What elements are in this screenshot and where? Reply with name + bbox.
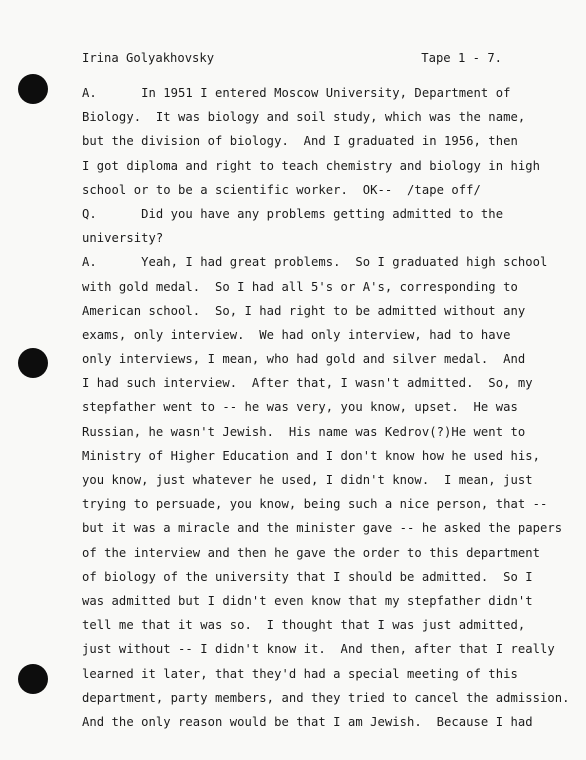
page-header xyxy=(82,48,502,68)
transcript-line: but it was a miracle and the minister gave -- he asked the papers xyxy=(82,521,563,536)
transcript-line: stepfather went to -- he was very, you know, upset. He was xyxy=(82,400,518,415)
transcript-line: with gold medal. So I had all 5's or A's, corresponding to xyxy=(82,279,518,294)
interviewee-name: Irina Golyakhovsky xyxy=(82,51,215,65)
punch-hole xyxy=(18,664,48,694)
tape-number: Tape 1 - 7. xyxy=(421,51,502,65)
transcript-line: Biology. It was biology and soil study, which was the name, xyxy=(82,110,526,125)
transcript-line: only interviews, I mean, who had gold and silver medal. And xyxy=(82,352,526,367)
punch-hole xyxy=(18,74,48,104)
transcript-line: but the division of biology. And I graduated in 1956, then xyxy=(82,134,518,149)
transcript-line: school or to be a scientific worker. OK-- /tape off/ xyxy=(82,182,481,197)
transcript-line: of the interview and then he gave the order to this department xyxy=(82,545,541,560)
transcript-line: learned it later, that they'd had a special meeting of this xyxy=(82,666,518,681)
transcript-body xyxy=(82,81,570,734)
transcript-line: you know, just whatever he used, I didn't know. I mean, just xyxy=(82,473,533,487)
transcript-line: trying to persuade, you know, being such a nice person, that -- xyxy=(82,497,548,512)
transcript-line: And the only reason would be that I am Jewish. Because I had xyxy=(82,714,533,729)
transcript-line: was admitted but I didn't even know that my stepfather didn't xyxy=(82,593,533,608)
transcript-line: university? xyxy=(82,231,164,246)
transcript-line: I got diploma and right to teach chemistry and biology in high xyxy=(82,158,541,173)
transcript-line: A. Yeah, I had great problems. So I graduated high school xyxy=(82,255,548,270)
transcript-line: American school. So, I had right to be admitted without any xyxy=(82,303,526,318)
punch-hole xyxy=(18,348,48,378)
transcript-line: exams, only interview. We had only interview, had to have xyxy=(82,327,511,342)
transcript-line: I had such interview. After that, I wasn't admitted. So, my xyxy=(82,376,533,391)
transcript-line: of biology of the university that I should be admitted. So I xyxy=(82,569,533,584)
transcript-line: department, party members, and they tried to cancel the admission. xyxy=(82,690,570,705)
transcript-line: tell me that it was so. I thought that I was just admitted, xyxy=(82,618,526,633)
transcript-line: just without -- I didn't know it. And then, after that I really xyxy=(82,642,555,657)
transcript-line: Q. Did you have any problems getting admitted to the xyxy=(82,206,504,221)
transcript-line: Ministry of Higher Education and I don't know how he used his, xyxy=(82,448,541,463)
transcript-line: Russian, he wasn't Jewish. His name was Kedrov(?)He went to xyxy=(82,424,526,439)
transcript-line: A. In 1951 I entered Moscow University, Department of xyxy=(82,86,511,100)
